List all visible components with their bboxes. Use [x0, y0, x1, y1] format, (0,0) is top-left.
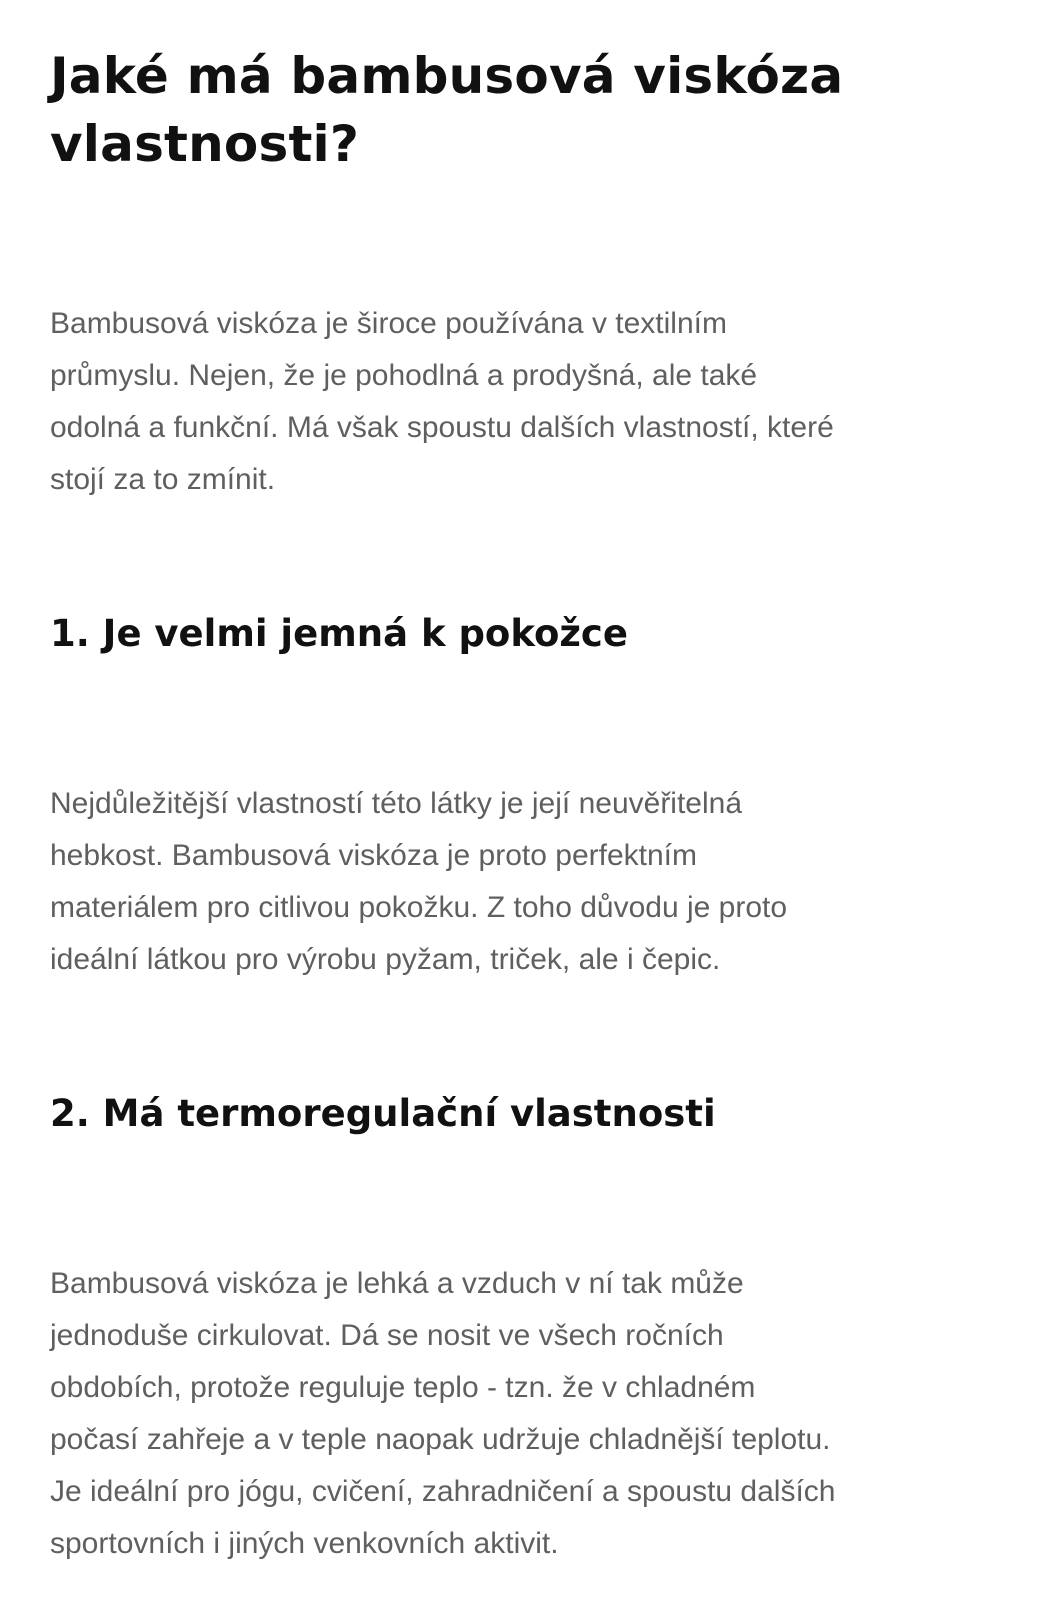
page-title-line: Jaké má bambusová viskóza: [50, 47, 844, 105]
section-paragraph: [50, 1258, 1010, 1570]
article: [50, 0, 1010, 1570]
section-heading: 2. Má termoregulační vlastnosti: [50, 1092, 716, 1135]
paragraph-line: ideální látkou pro výrobu pyžam, triček, ale i čepic.: [50, 943, 721, 976]
section-paragraph: [50, 778, 1010, 986]
page-title: [50, 0, 1010, 178]
paragraph-line: Je ideální pro jógu, cvičení, zahradničení a spoustu dalších: [50, 1475, 836, 1508]
paragraph-line: jednoduše cirkulovat. Dá se nosit ve všech ročních: [50, 1319, 724, 1352]
section-heading: 1. Je velmi jemná k pokožce: [50, 612, 628, 655]
intro-paragraph: [50, 298, 1010, 506]
paragraph-line: stojí za to zmínit.: [50, 463, 276, 496]
paragraph-line: obdobích, protože reguluje teplo - tzn. že v chladném: [50, 1371, 756, 1404]
paragraph-line: Bambusová viskóza je lehká a vzduch v ní tak může: [50, 1267, 744, 1300]
paragraph-line: hebkost. Bambusová viskóza je proto perfektním: [50, 839, 697, 872]
paragraph-line: sportovních i jiných venkovních aktivit.: [50, 1527, 559, 1560]
paragraph-line: Bambusová viskóza je široce používána v textilním: [50, 307, 727, 340]
paragraph-line: průmyslu. Nejen, že je pohodlná a prodyšná, ale také: [50, 359, 758, 392]
paragraph-line: Nejdůležitější vlastností této látky je její neuvěřitelná: [50, 787, 743, 820]
page-title-line: vlastnosti?: [50, 115, 360, 173]
paragraph-line: odolná a funkční. Má však spoustu dalších vlastností, které: [50, 411, 834, 444]
paragraph-line: materiálem pro citlivou pokožku. Z toho důvodu je proto: [50, 891, 788, 924]
paragraph-line: počasí zahřeje a v teple naopak udržuje chladnější teplotu.: [50, 1423, 831, 1456]
